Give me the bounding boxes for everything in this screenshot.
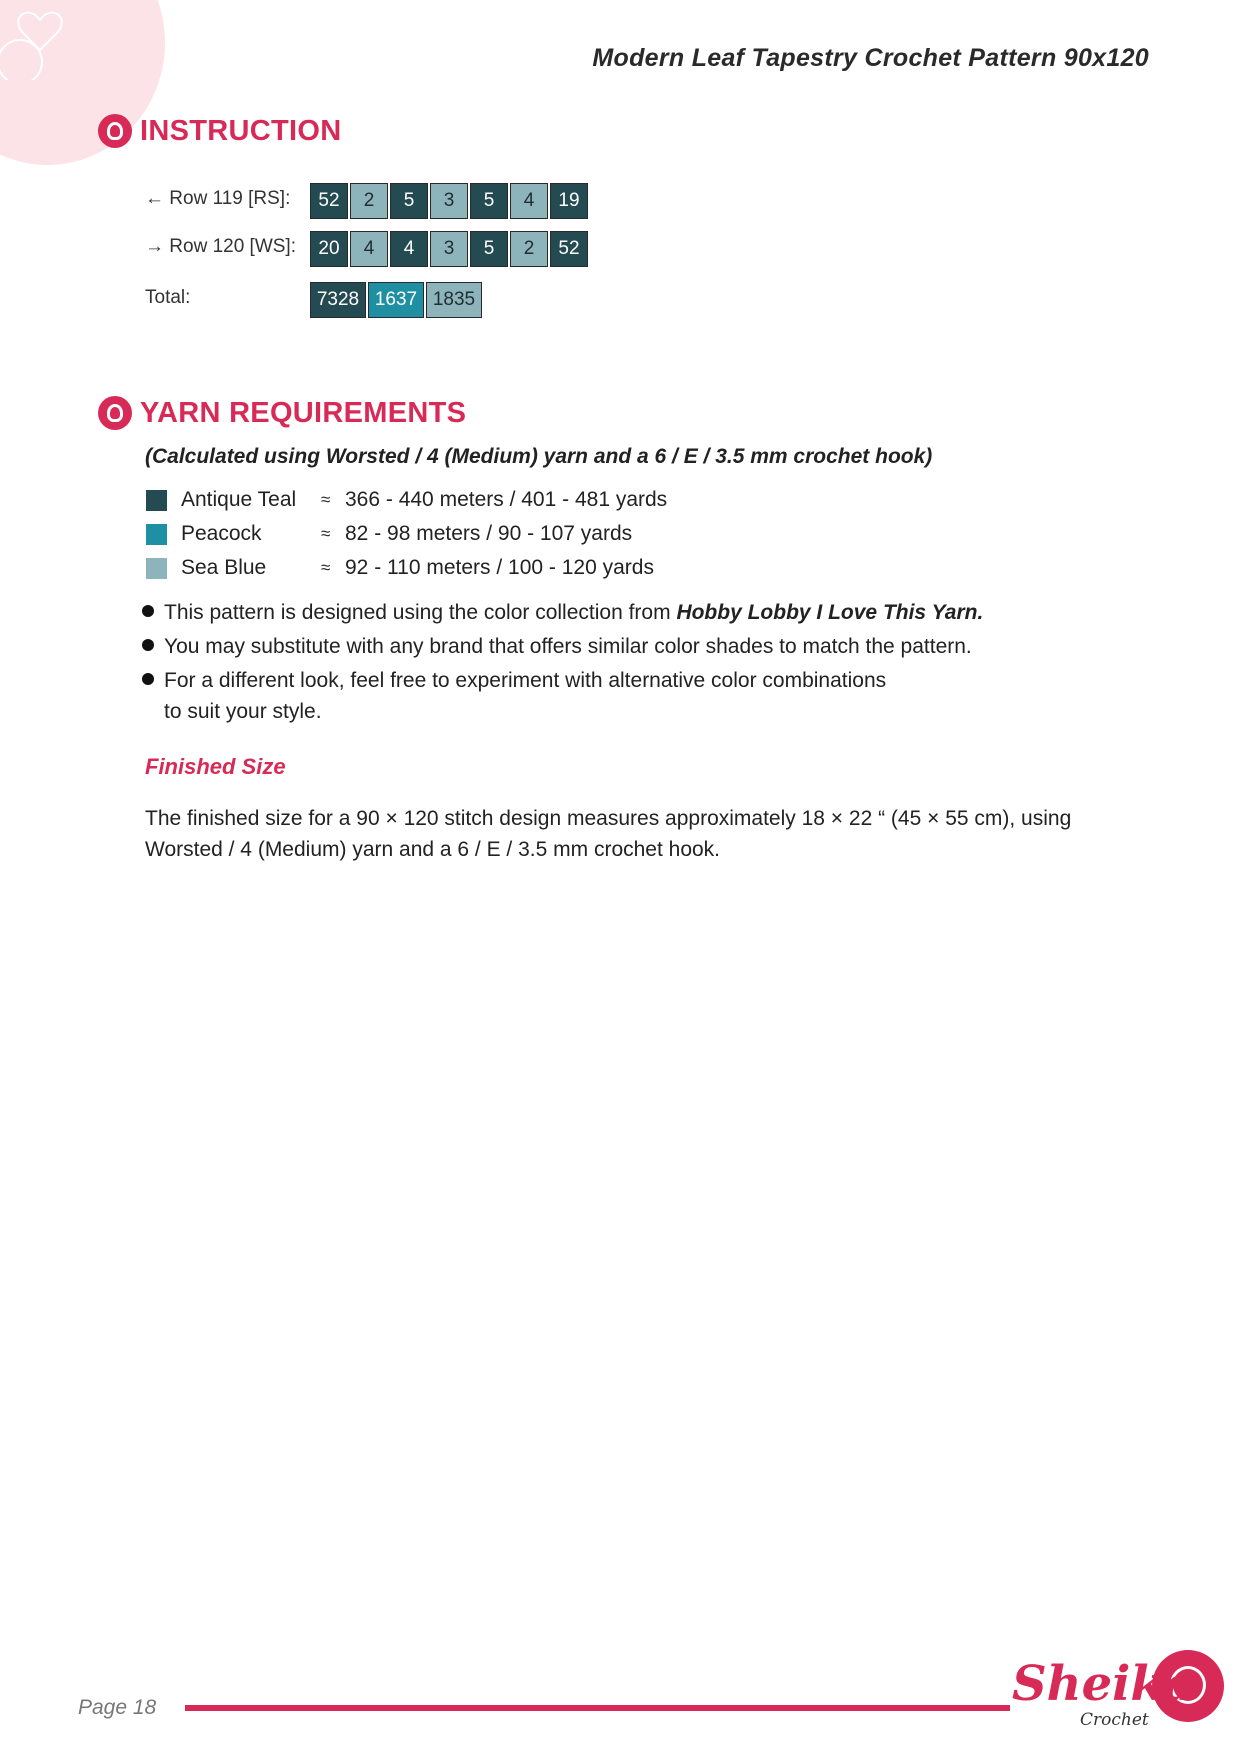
- brand-icon: [98, 114, 132, 148]
- bullet-item: You may substitute with any brand that offers similar color shades to match the pattern.: [142, 631, 972, 662]
- stitch-cell: 5: [470, 231, 508, 267]
- document-title: Modern Leaf Tapestry Crochet Pattern 90x120: [592, 44, 1149, 72]
- yarn-item: [146, 556, 654, 580]
- footer-divider: [185, 1705, 1010, 1711]
- stitch-cell: 4: [390, 231, 428, 267]
- stitch-cell: 3: [430, 183, 468, 219]
- total-label: Total:: [145, 287, 191, 308]
- yarn-name: Peacock: [181, 522, 262, 545]
- page-number: Page 18: [78, 1696, 157, 1719]
- bullet-item: This pattern is designed using the color collection from Hobby Lobby I Love This Yarn.: [142, 597, 983, 628]
- stitch-cell: 20: [310, 231, 348, 267]
- yarn-subtitle: (Calculated using Worsted / 4 (Medium) yarn and a 6 / E / 3.5 mm crochet hook): [145, 445, 933, 468]
- stitch-cell: 52: [310, 183, 348, 219]
- stitch-cell: 2: [350, 183, 388, 219]
- bullet-dot: [142, 673, 154, 685]
- finished-size-text: The finished size for a 90 × 120 stitch design measures approximately 18 × 22 “ (45 × 55 cm), using Worsted / 4 (Medium) yarn and a 6 / E / 3.5 mm crochet hook.: [145, 807, 1072, 861]
- approx-symbol: ≈: [321, 490, 331, 509]
- yarn-name: Antique Teal: [181, 488, 297, 511]
- brand-logo: Sheika Crochet: [1012, 1648, 1227, 1738]
- approx-symbol: ≈: [321, 558, 331, 577]
- stitch-cell: 5: [470, 183, 508, 219]
- yarn-item: [146, 522, 632, 546]
- stitch-cell: 4: [510, 183, 548, 219]
- approx-symbol: ≈: [321, 524, 331, 543]
- bullet-item: For a different look, feel free to experiment with alternative color combinations to suit your style.: [142, 665, 886, 727]
- total-cells: [310, 282, 482, 318]
- yarn-heart-icon: [0, 0, 90, 80]
- yarn-item: [146, 488, 667, 512]
- bullet-dot: [142, 639, 154, 651]
- stitch-cell: 4: [350, 231, 388, 267]
- instruction-heading: INSTRUCTION: [98, 114, 341, 148]
- total-cell: 1835: [426, 282, 482, 318]
- stitch-cell: 3: [430, 231, 468, 267]
- color-swatch: [146, 558, 167, 579]
- stitch-cell: 5: [390, 183, 428, 219]
- stitch-cell: 52: [550, 231, 588, 267]
- color-swatch: [146, 490, 167, 511]
- row-label: ← Row 119 [RS]:: [145, 188, 291, 209]
- finished-size-heading: Finished Size: [145, 754, 286, 779]
- bullet-dot: [142, 605, 154, 617]
- yarn-amount: 82 - 98 meters / 90 - 107 yards: [345, 522, 633, 545]
- yarn-heading: YARN REQUIREMENTS: [98, 396, 466, 430]
- total-cell: 7328: [310, 282, 366, 318]
- stitch-cell: 19: [550, 183, 588, 219]
- yarn-name: Sea Blue: [181, 556, 267, 579]
- stitch-cell: 2: [510, 231, 548, 267]
- row-119-cells: [310, 183, 588, 219]
- row-label: → Row 120 [WS]:: [145, 236, 296, 257]
- total-cell: 1637: [368, 282, 424, 318]
- yarn-amount: 92 - 110 meters / 100 - 120 yards: [345, 556, 654, 579]
- brand-icon: [98, 396, 132, 430]
- yarn-amount: 366 - 440 meters / 401 - 481 yards: [345, 488, 668, 511]
- color-swatch: [146, 524, 167, 545]
- row-120-cells: [310, 231, 588, 267]
